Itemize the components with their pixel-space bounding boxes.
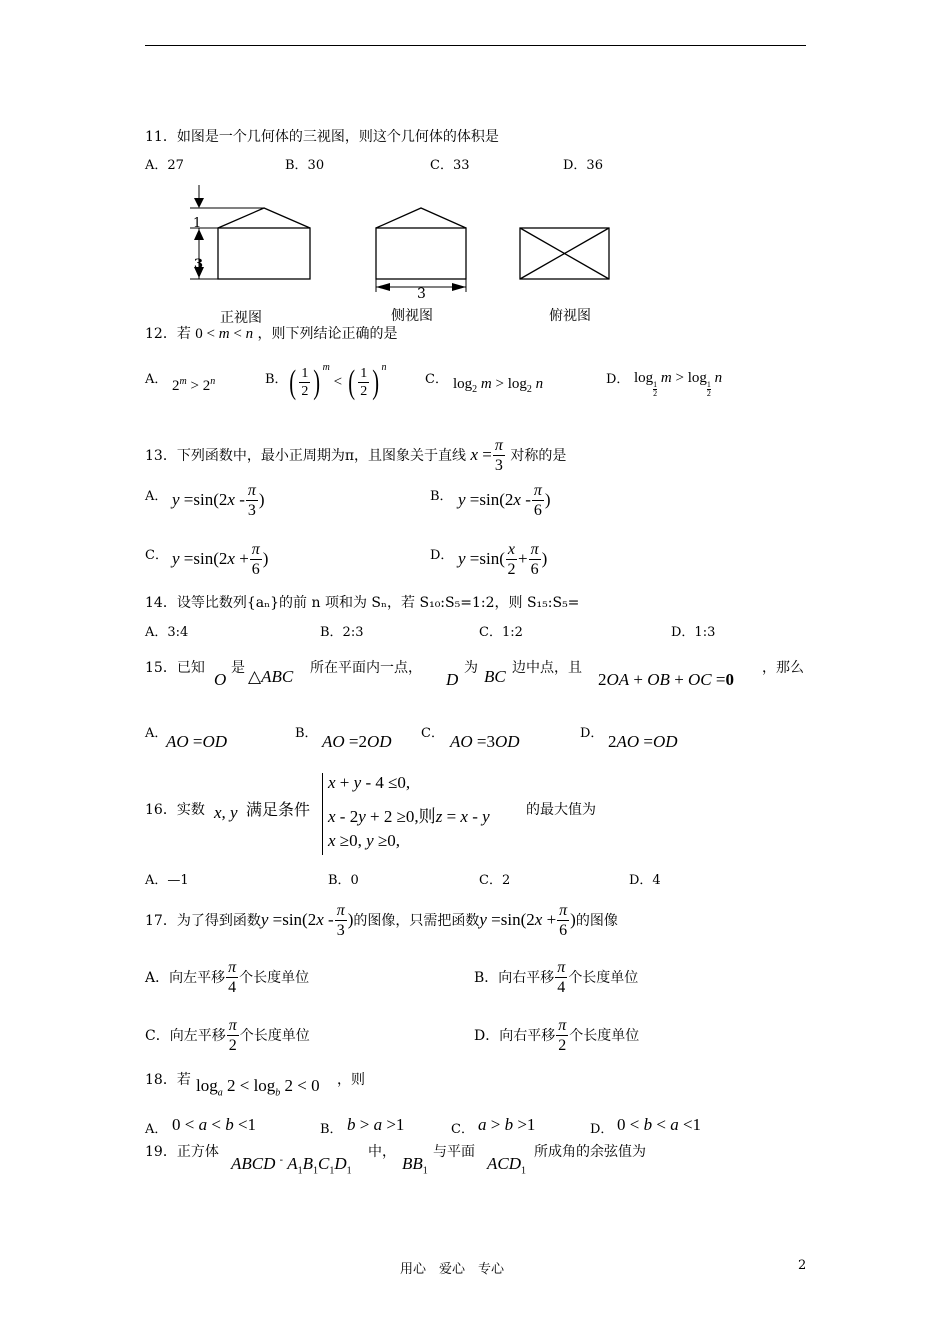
q15-p4: 为 — [464, 660, 478, 676]
q18-option-a-expr: 0 < a < b <1 — [172, 1115, 257, 1134]
header-rule — [145, 45, 806, 46]
q15-p6: ，那么 — [762, 660, 804, 676]
q15-p1: 15．已知 — [145, 660, 205, 676]
q15-point-d: D — [446, 670, 459, 689]
q14-option-d: D．1:3 — [671, 625, 716, 640]
q12-stem-suffix: ，则下列结论正确的是 — [257, 326, 398, 342]
q17-option-c-unit: 个长度单位 — [239, 1028, 310, 1044]
q11-option-a: A．27 — [145, 158, 184, 173]
q17-stem-mid: 的图像，只需把函数 — [353, 912, 480, 929]
q18-tail: ，则 — [337, 1072, 365, 1088]
q18-option-b-expr: b > a >1 — [347, 1115, 405, 1134]
side-view-figure — [376, 208, 466, 292]
q17-option-c-label: C．向左平移 — [145, 1028, 226, 1044]
q18-option-d-expr: 0 < b < a <1 — [617, 1115, 702, 1134]
q17-option-d-label: D．向右平移 — [474, 1028, 556, 1044]
q15-vector-eq: 2OA + OB + OC =0 — [598, 670, 734, 689]
q11-option-d: D．36 — [563, 158, 603, 173]
q17-option-b-unit: 个长度单位 — [568, 970, 639, 986]
q15-option-c-label: C． — [421, 726, 444, 741]
q12-condition: 0 < m < n — [195, 326, 254, 342]
q15-point-o: O — [214, 670, 227, 689]
front-view-figure — [190, 185, 310, 279]
q16-option-c: C．2 — [479, 873, 511, 888]
dim-label-3-side: 3 — [417, 286, 426, 302]
q14-option-c: C．1:2 — [479, 625, 523, 640]
q15-option-b-expr: AO =2OD — [322, 732, 392, 751]
q17-stem: 17．为了得到函数y =sin(2x - $\frac{\pi}{3}$ )的图像，只需把函数y =sin(2x + $\frac{\pi}{6}$ )的图像 — [145, 902, 618, 939]
q13-option-b-label: B． — [430, 489, 453, 504]
front-view-label: 正视图 — [220, 310, 262, 326]
page-number: 2 — [798, 1258, 807, 1273]
q16-constraint-2: x - 2y + 2 ≥0,则z = x - y — [328, 807, 490, 826]
q17-stem-text: 17．为了得到函数 — [145, 912, 261, 929]
q17-option-a-unit: 个长度单位 — [239, 970, 310, 986]
q15-option-a-expr: AO =OD — [166, 732, 228, 751]
q17-option-d-den: 2 — [558, 1037, 567, 1054]
q18-stem: 18．若 — [145, 1072, 191, 1088]
q16-constraint-3: x ≥0, y ≥0, — [328, 831, 401, 850]
q11-option-c: C．33 — [430, 158, 470, 173]
q12-option-b-label: B． — [265, 372, 288, 387]
q15-option-d-label: D． — [580, 726, 604, 741]
q14-stem: 14．设等比数列{aₙ}的前 n 项和为 Sₙ，若 S₁₀:S₅=1:2，则 S₁₅:S₅= — [145, 595, 580, 611]
q17-option-d-unit: 个长度单位 — [569, 1028, 640, 1044]
q16-vars: x, y — [214, 803, 238, 822]
q12-option-d-expr: log 1 2 m > log 1 2 n — [634, 370, 723, 398]
q13-option-a-expr: y =sin(2x - $\frac{\pi}{3}$ ) — [172, 482, 265, 519]
q16-option-b: B．0 — [328, 873, 359, 888]
q19-mid: 中， — [368, 1144, 396, 1160]
q13-option-b-expr: y =sin(2x - $\frac{\pi}{6}$ ) — [458, 482, 551, 519]
q17-option-b-den: 4 — [557, 979, 566, 996]
q17-option-d: D．向右平移 $\frac{\pi}{2}$ 个长度单位 — [474, 1017, 640, 1054]
q12-option-c-expr: $\log_2 m > \log_2 n$ — [453, 376, 544, 395]
q12-option-a-label: A． — [145, 372, 168, 387]
dim-label-1: 1 — [193, 216, 202, 231]
q18-condition: $\log_a 2 < \log_b 2 < 0$ — [196, 1076, 320, 1099]
q13-stem-text: 13．下列函数中，最小正周期为π，且图象关于直线 — [145, 448, 467, 464]
q15-p5: 边中点，且 — [512, 660, 582, 676]
q16-constraint-1: x + y - 4 ≤0, — [328, 773, 411, 792]
q15-side-bc: BC — [484, 667, 506, 686]
q18-option-a-label: A． — [145, 1122, 168, 1137]
q15-option-b-label: B． — [295, 726, 318, 741]
q13-stem-suffix: 对称的是 — [510, 448, 567, 464]
footer-motto: 用心 爱心 专心 — [400, 1262, 505, 1277]
q18-option-d-label: D． — [590, 1122, 614, 1137]
q12-option-a-expr: $2^m > 2^n$ — [172, 376, 216, 394]
q11-option-b: B．30 — [285, 158, 325, 173]
q13-option-d-label: D． — [430, 548, 454, 563]
top-view-label: 俯视图 — [549, 308, 591, 324]
q16-option-d: D．4 — [629, 873, 661, 888]
q19-stem: 19．正方体 — [145, 1144, 219, 1160]
q12-option-c-label: C． — [425, 372, 448, 387]
q18-option-c-expr: a > b >1 — [478, 1115, 536, 1134]
q17-option-a-label: A．向左平移 — [145, 970, 226, 986]
q19-mid2: 与平面 — [433, 1144, 475, 1160]
q18-option-b-label: B． — [320, 1122, 343, 1137]
q11-three-views-figure — [180, 180, 620, 310]
q19-edge: $BB_1$ — [402, 1154, 428, 1177]
q13-stem: 13．下列函数中，最小正周期为π，且图象关于直线 x = $\frac{\pi}{3}$ 对称的是 — [145, 437, 567, 474]
q17-option-c: C．向左平移 $\frac{\pi}{2}$ 个长度单位 — [145, 1017, 310, 1054]
dim-label-3: 3 — [194, 257, 204, 272]
q17-option-b: B．向右平移 $\frac{\pi}{4}$ 个长度单位 — [474, 959, 639, 996]
q12-option-b-expr: ( $\frac{1}{2}$ ) $^m$ < ( $\frac{1}{2}$ ) $^n$ — [289, 362, 387, 401]
q17-option-a: A．向左平移 $\frac{\pi}{4}$ 个长度单位 — [145, 959, 310, 996]
q16-option-a: A．—1 — [145, 873, 189, 888]
q15-p3: 所在平面内一点， — [310, 660, 422, 676]
q13-option-c-expr: y =sin(2x + $\frac{\pi}{6}$ ) — [172, 541, 269, 578]
q17-option-c-den: 2 — [228, 1037, 237, 1054]
top-view-figure — [520, 228, 609, 279]
q16-stem: 16．实数 — [145, 802, 205, 818]
q15-p2: 是 — [231, 660, 245, 676]
q14-option-a: A．3:4 — [145, 625, 189, 640]
q19-tail: 所成角的余弦值为 — [534, 1144, 646, 1160]
q14-option-b: B．2:3 — [320, 625, 364, 640]
q13-line: x — [470, 445, 479, 464]
q18-option-c-label: C． — [451, 1122, 474, 1137]
q19-plane: $ACD_1$ — [487, 1154, 526, 1177]
q12-stem — [145, 325, 398, 343]
q12-option-d-label: D． — [606, 372, 630, 387]
q15-option-d-expr: 2AO =OD — [608, 732, 678, 751]
q13-option-d-expr: y =sin( $\frac{x}{2}$ + $\frac{\pi}{6}$ ) — [458, 541, 548, 578]
q16-brace — [322, 773, 323, 855]
q11-stem: 11．如图是一个几何体的三视图，则这个几何体的体积是 — [145, 129, 499, 145]
q13-option-a-label: A． — [145, 489, 168, 504]
q16-tail: 的最大值为 — [526, 802, 596, 818]
q19-cube: ABCD - $A_1B_1C_1D_1$ — [231, 1154, 352, 1177]
side-view-label: 侧视图 — [391, 308, 433, 324]
q16-cond-label: 满足条件 — [246, 800, 311, 819]
q17-stem-suffix: 的图像 — [575, 912, 618, 929]
q12-stem-prefix: 12．若 — [145, 326, 191, 342]
q17-option-a-den: 4 — [228, 979, 237, 996]
q13-option-c-label: C． — [145, 548, 168, 563]
q17-option-b-label: B．向右平移 — [474, 970, 555, 986]
q15-option-c-expr: AO =3OD — [450, 732, 520, 751]
q15-triangle: △ABC — [248, 667, 294, 686]
q15-option-a-label: A． — [145, 726, 168, 741]
